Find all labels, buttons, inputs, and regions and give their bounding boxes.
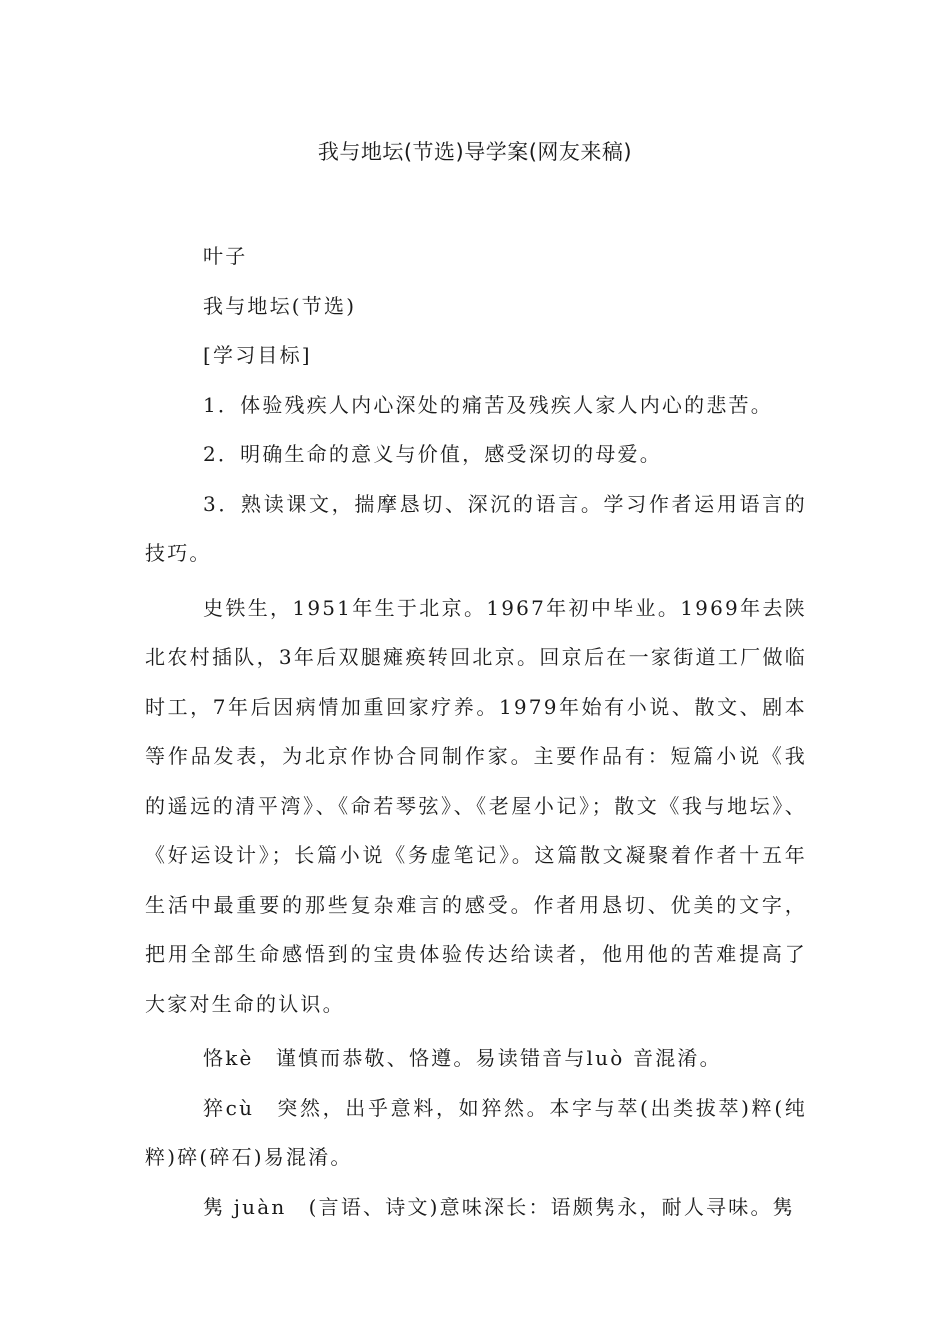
- vocab-item: 恪kè 谨慎而恭敬、恪遵。易读错音与luò 音混淆。: [203, 1046, 722, 1070]
- objective-item: 3．熟读课文，揣摩恳切、深沉的语言。学习作者运用语言的技巧。: [145, 491, 807, 565]
- article-subtitle: 我与地坛(节选): [203, 293, 357, 318]
- author-name: 叶子: [203, 244, 248, 268]
- document-body: [145, 232, 807, 1232]
- vocab-item: 隽 juàn (言语、诗文)意味深长：语颇隽永，耐人寻味。隽: [203, 1194, 795, 1219]
- author-intro-paragraph: 史铁生，1951年生于北京。1967年初中毕业。1969年去陕北农村插队，3年后双腿瘫痪转回北京。回京后在一家街道工厂做临时工，7年后因病情加重回家疗养。1979年始有小说、散文、剧本等作品发表，为北京作协合同制作家。主要作品有：短篇小说《我的遥远的清平湾》、《命若琴弦》、《老屋小记》；散文《我与地坛》、《好运设计》；长篇小说《务虚笔记》。这篇散文凝聚着作者十五年生活中最重要的那些复杂难言的感受。作者用恳切、优美的文字，把用全部生命感悟到的宝贵体验传达给读者，他用他的苦难提高了大家对生命的认识。: [145, 595, 807, 1016]
- objective-item: 1．体验残疾人内心深处的痛苦及残疾人家人内心的悲苦。: [203, 392, 773, 417]
- document-title: 我与地坛(节选)导学案(网友来稿): [317, 140, 633, 164]
- objectives-heading: [学习目标]: [203, 343, 312, 367]
- objective-item: 2．明确生命的意义与价值，感受深切的母爱。: [203, 442, 662, 466]
- vocab-item: 猝cù 突然，出乎意料，如猝然。本字与萃(出类拔萃)粹(纯粹)碎(碎石)易混淆。: [145, 1095, 807, 1169]
